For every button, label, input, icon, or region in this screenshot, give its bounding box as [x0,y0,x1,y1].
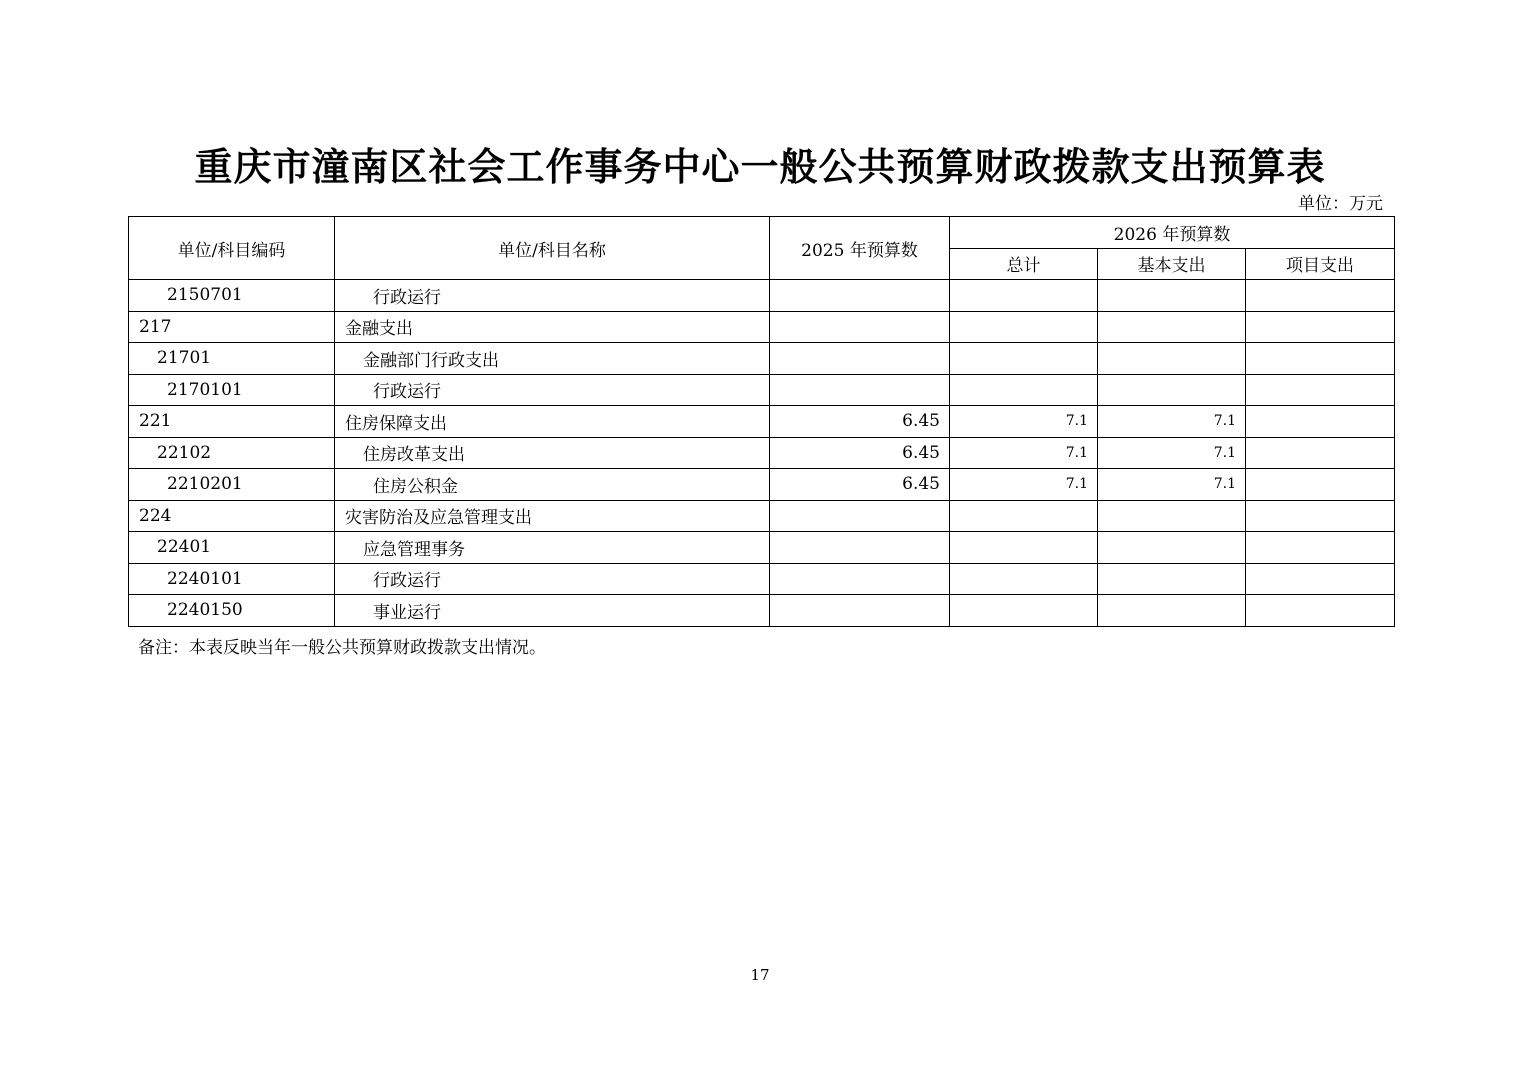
cell-name: 行政运行 [335,280,770,312]
cell-code: 2150701 [129,280,335,312]
cell-name: 住房改革支出 [335,437,770,469]
cell-name: 应急管理事务 [335,532,770,564]
header-name: 单位/科目名称 [335,217,770,280]
cell-code: 217 [129,311,335,343]
budget-table [128,216,1395,627]
cell-code: 21701 [129,343,335,375]
cell-project [1246,500,1395,532]
cell-name: 金融部门行政支出 [335,343,770,375]
cell-project [1246,374,1395,406]
cell-basic [1098,374,1246,406]
cell-budget-2025: 6.45 [770,406,950,438]
table-row [129,374,1395,406]
table-row [129,406,1395,438]
cell-code: 2210201 [129,469,335,501]
cell-name: 事业运行 [335,595,770,627]
table-row [129,280,1395,312]
cell-total [950,343,1098,375]
page-number: 17 [750,966,770,984]
cell-budget-2025 [770,595,950,627]
cell-project [1246,311,1395,343]
cell-project [1246,343,1395,375]
header-code: 单位/科目编码 [129,217,335,280]
cell-code: 2240150 [129,595,335,627]
cell-project [1246,563,1395,595]
cell-basic: 7.1 [1098,437,1246,469]
cell-basic [1098,532,1246,564]
header-total: 总计 [950,248,1098,280]
table-row [129,563,1395,595]
header-basic: 基本支出 [1098,248,1246,280]
cell-budget-2025 [770,374,950,406]
table-row [129,311,1395,343]
table-row [129,343,1395,375]
cell-project [1246,406,1395,438]
cell-basic [1098,563,1246,595]
cell-name: 金融支出 [335,311,770,343]
table-row [129,595,1395,627]
cell-total [950,563,1098,595]
cell-project [1246,469,1395,501]
cell-total [950,532,1098,564]
cell-name: 行政运行 [335,374,770,406]
page-title: 重庆市潼南区社会工作事务中心一般公共预算财政拨款支出预算表 [194,144,1326,189]
table-row [129,469,1395,501]
unit-label: 单位：万元 [1298,194,1383,214]
cell-budget-2025: 6.45 [770,469,950,501]
cell-basic [1098,280,1246,312]
cell-project [1246,532,1395,564]
header-budget-2025: 2025 年预算数 [770,217,950,280]
cell-name: 灾害防治及应急管理支出 [335,500,770,532]
cell-total [950,500,1098,532]
table-remark: 备注：本表反映当年一般公共预算财政拨款支出情况。 [138,638,546,658]
cell-code: 2240101 [129,563,335,595]
cell-code: 224 [129,500,335,532]
cell-basic [1098,500,1246,532]
header-budget-2026: 2026 年预算数 [950,217,1395,249]
cell-budget-2025 [770,500,950,532]
table-row [129,532,1395,564]
cell-basic [1098,343,1246,375]
cell-project [1246,595,1395,627]
table-row [129,437,1395,469]
cell-total [950,374,1098,406]
cell-basic: 7.1 [1098,469,1246,501]
table-body [129,280,1395,627]
cell-code: 22102 [129,437,335,469]
cell-budget-2025 [770,280,950,312]
cell-code: 22401 [129,532,335,564]
cell-budget-2025 [770,311,950,343]
header-project: 项目支出 [1246,248,1395,280]
cell-basic: 7.1 [1098,406,1246,438]
cell-basic [1098,595,1246,627]
cell-total: 7.1 [950,406,1098,438]
cell-budget-2025 [770,563,950,595]
table-row [129,500,1395,532]
cell-basic [1098,311,1246,343]
cell-code: 221 [129,406,335,438]
cell-code: 2170101 [129,374,335,406]
cell-total: 7.1 [950,469,1098,501]
cell-budget-2025 [770,532,950,564]
cell-project [1246,280,1395,312]
cell-total [950,280,1098,312]
cell-budget-2025: 6.45 [770,437,950,469]
cell-name: 住房公积金 [335,469,770,501]
cell-project [1246,437,1395,469]
cell-name: 行政运行 [335,563,770,595]
cell-budget-2025 [770,343,950,375]
cell-name: 住房保障支出 [335,406,770,438]
cell-total: 7.1 [950,437,1098,469]
cell-total [950,595,1098,627]
cell-total [950,311,1098,343]
